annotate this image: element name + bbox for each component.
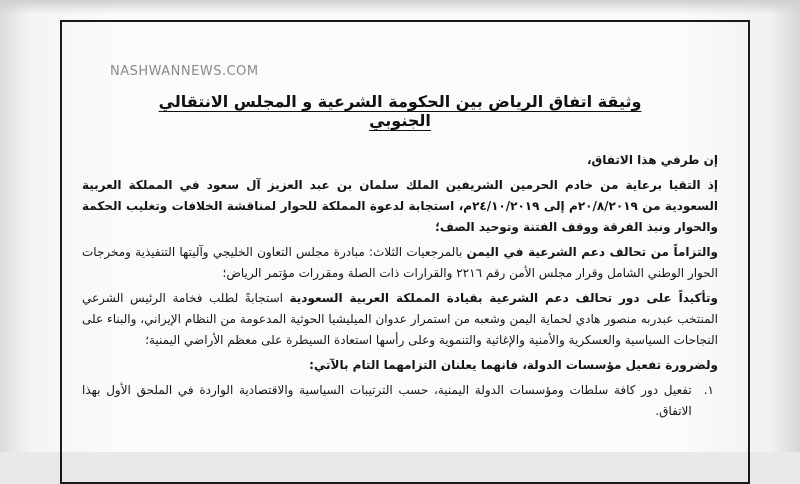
paragraph-coalition-lead: وتأكيداً على دور تحالف دعم الشرعية بقيادة المملكة العربية السعودية <box>289 291 718 305</box>
document-title: وثيقة اتفاق الرياض بين الحكومة الشرعية و المجلس الانتقالي الجنوبي <box>158 92 642 130</box>
paragraph-commitment-text: بالمرجعيات الثلاث: مبادرة مجلس التعاون الخليجي وآليتها التنفيذية ومخرجات الحوار الوطني الشامل وقرار مجلس الأمن رقم ٢٢١٦ والقرارات ذات الصلة ومقررات مؤتمر الرياض؛ <box>82 245 718 280</box>
paragraph-commitment <box>82 242 718 284</box>
document-body <box>82 150 718 422</box>
list-item-text: تفعيل دور كافة سلطات ومؤسسات الدولة اليمنية، حسب الترتيبات السياسية والاقتصادية الواردة في الملحق الأول بهذا الاتفاق. <box>82 383 692 418</box>
list-item-number: ١. <box>703 383 714 397</box>
paragraph-coalition-role <box>82 288 718 351</box>
paragraph-coalition-text: استجابةً لطلب فخامة الرئيس الشرعي المنتخب عبدربه منصور هادي لحماية اليمن وشعبه من استمرار عدوان الميليشيا الحوثية المدعومة من النظام الإيراني، والبناء على النجاحات السياسية والعسكرية والأمنية والإغاثية والتنموية وعلى رأسها استعادة السيطرة على معظم الأراضي اليمنية؛ <box>82 291 718 347</box>
page-edge-shadow <box>0 0 800 14</box>
paragraph-meeting: إذ التقيا برعاية من خادم الحرمين الشريفين الملك سلمان بن عبد العزيز آل سعود في المملكة العربية السعودية من ٢٠/٨/٢٠١٩م إلى ٢٤/١٠/٢٠١٩م، استجابة لدعوة المملكة للحوار لمناقشة الخلافات وتغليب الحكمة والحوار ونبذ الفرقة ووقف الفتنة وتوحيد الصف؛ <box>82 178 718 234</box>
list-item <box>82 380 718 422</box>
paragraph-commitment-lead: والتزاماً من تحالف دعم الشرعية في اليمن <box>466 245 718 259</box>
paragraph-declaration: ولضرورة تفعيل مؤسسات الدولة، فانهما يعلنان التزامهما التام بالآتي: <box>309 358 718 372</box>
site-watermark: NASHWANNEWS.COM <box>110 64 259 79</box>
opening-line: إن طرفي هذا الاتفاق، <box>586 153 718 167</box>
